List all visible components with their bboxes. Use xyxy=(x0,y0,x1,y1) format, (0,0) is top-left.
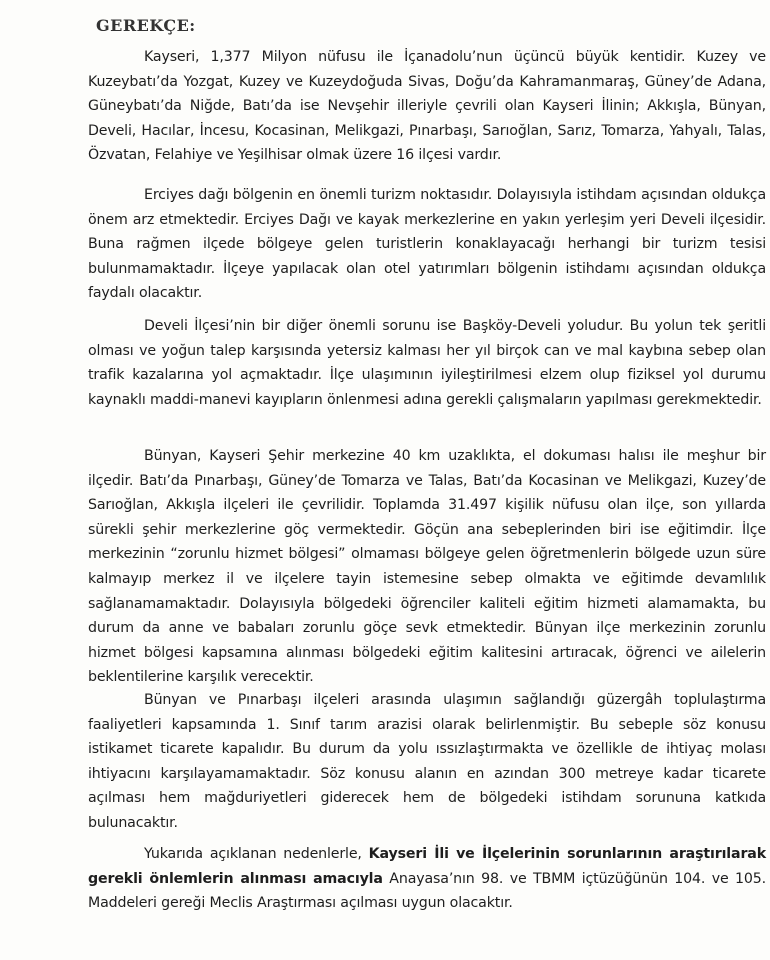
closing-outro: Anayasa’nın 98. ve TBMM içtüzüğünün 104. ve 105. Maddeleri gereği Meclis Araştırması açılması uygun olacaktır. xyxy=(88,870,767,912)
document-heading: GEREKÇE: xyxy=(96,16,196,35)
paragraph-closing xyxy=(88,842,766,916)
closing-bold-subject: Kayseri İli ve İlçelerinin sorunlarının araştırılarak gerekli önlemlerin alınması amacıyla xyxy=(88,846,766,887)
paragraph-develi-road: Develi İlçesi’nin bir diğer önemli sorunu ise Başköy-Develi yoludur. Bu yolun tek şeritli olması ve yoğun talep karşısında yetersiz kalması her yıl birçok can ve mal kaybına sebep olan trafik kazalarına yol açmaktadır. İlçe ulaşımının iyileştirilmesi elzem olup fiziksel yol durumu kaynaklı maddi-manevi kayıpların önlenmesi adına gerekli çalışmaların yapılması gerekmektedir. xyxy=(88,318,766,408)
paragraph-kayseri-overview: Kayseri, 1,377 Milyon nüfusu ile İçanadolu’nun üçüncü büyük kentidir. Kuzey ve Kuzeybatı’da Yozgat, Kuzey ve Kuzeydoğuda Sivas, Doğu’da Kahramanmaraş, Güney’de Adana, Güneybatı’da Niğde, Batı’da ise Nevşehir illeriyle çevrili olan Kayseri İlinin; Akkışla, Bünyan, Develi, Hacılar, İncesu, Kocasinan, Melikgazi, Pınarbaşı, Sarıoğlan, Sarız, Tomarza, Yahyalı, Talas, Özvatan, Felahiye ve Yeşilhisar olmak üzere 16 ilçesi vardır. xyxy=(88,49,766,164)
paragraph-erciyes-tourism: Erciyes dağı bölgenin en önemli turizm noktasıdır. Dolayısıyla istihdam açısından oldukça önem arz etmektedir. Erciyes Dağı ve kayak merkezlerine en yakın yerleşim yeri Develi ilçesidir. Buna rağmen ilçede bölgeye gelen turistlerin konaklayacağı herhangi bir turizm tesisi bulunmamaktadır. İlçeye yapılacak olan otel yatırımları bölgenin istihdamı açısından oldukça faydalı olacaktır. xyxy=(88,187,766,302)
paragraph-bunyan-education: Bünyan, Kayseri Şehir merkezine 40 km uzaklıkta, el dokuması halısı ile meşhur bir ilçedir. Batı’da Pınarbaşı, Güney’de Tomarza ve Talas, Batı’da Kocasinan ve Melikgazi, Kuzey’de Sarıoğlan, Akkışla ilçeleri ile çevrilidir. Toplamda 31.497 kişilik nüfusu olan ilçe, son yıllarda sürekli şehir merkezlerine göç vermektedir. Göçün ana sebeplerinden biri ise eğitimdir. İlçe merkezinin “zorunlu hizmet bölgesi” olmaması bölgeye gelen öğretmenlerin bölgede uzun süre kalmayıp merkez il ve ilçelere tayin istemesine sebep olmakta ve eğitimde devamlılık sağlanamamaktadır. Dolayısıyla bölgedeki öğrenciler kaliteli eğitim hizmeti alamamakta, bu durum da anne ve babaları zorunlu göçe sevk etmektedir. Bünyan ilçe merkezinin zorunlu hizmet bölgesi kapsamına alınması bölgedeki eğitim kalitesini artıracak, öğrenci ve ailelerin beklentilerine karşılık verecektir. xyxy=(88,448,766,686)
paragraph-bunyan-pinarbasi-route: Bünyan ve Pınarbaşı ilçeleri arasında ulaşımın sağlandığı güzergâh toplulaştırma faaliyetleri kapsamında 1. Sınıf tarım arazisi olarak belirlenmiştir. Bu sebeple söz konusu istikamet ticarete kapalıdır. Bu durum da yolu ıssızlaştırmakta ve özellikle de ihtiyaç molası ihtiyacını karşılayamamaktadır. Söz konusu alanın en azından 300 metreye kadar ticarete açılması hem mağduriyetleri giderecek hem de bölgedeki istihdam sorununa katkıda bulunacaktır. xyxy=(88,692,766,831)
closing-intro: Yukarıda açıklanan nedenlerle, xyxy=(144,846,369,862)
